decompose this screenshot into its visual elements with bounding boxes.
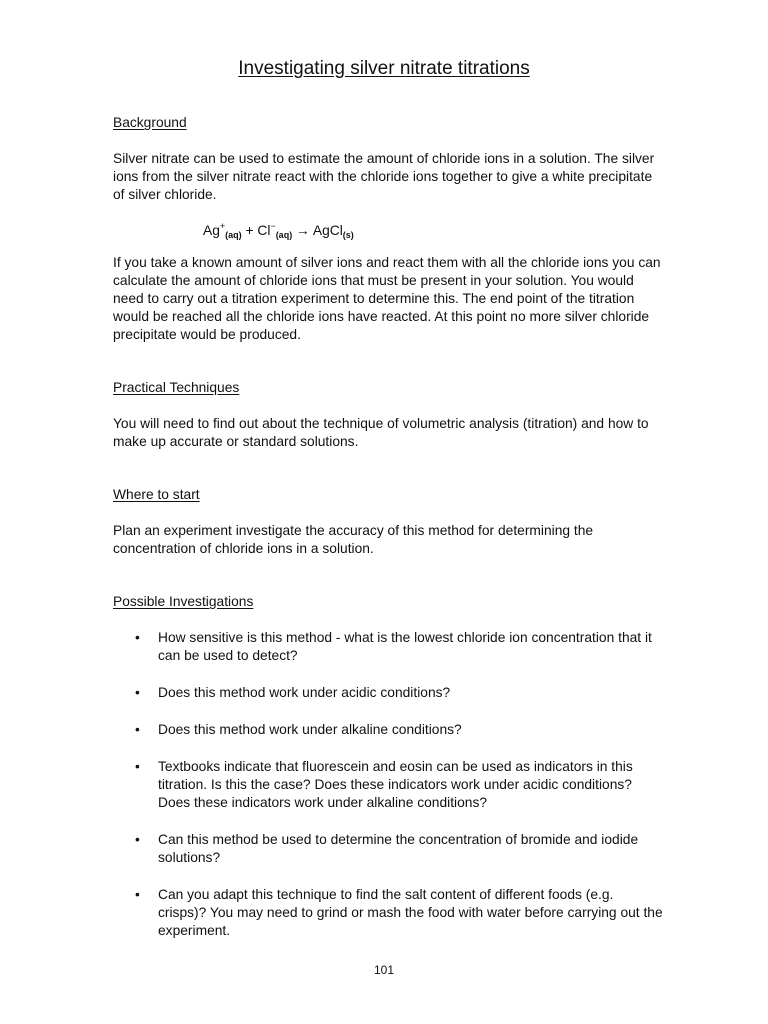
- practical-techniques-heading: Practical Techniques: [113, 380, 240, 395]
- equation-product: AgCl: [312, 223, 343, 238]
- practical-techniques-paragraph: You will need to find out about the technique of volumetric analysis (titration) and how to make up accurate or standard solutions.: [113, 416, 649, 449]
- equation-arrow: →: [292, 223, 313, 238]
- list-item: • Can you adapt this technique to find the salt content of different foods (e.g. crisps)? You may need to grind or mash the food with water before carrying out the experiment.: [113, 886, 663, 940]
- where-to-start-heading: Where to start: [113, 487, 200, 502]
- possible-investigations-heading: Possible Investigations: [113, 594, 254, 609]
- background-paragraph-2: If you take a known amount of silver ions and react them with all the chloride ions you can calculate the amount of chloride ions that must be present in your solution. You would need to carry out a titration experiment to determine this. The end point of the titration would be reached all the chloride ions have reacted. At this point no more silver chloride precipitate would be produced.: [113, 255, 661, 342]
- equation-chloride-ion: Cl: [257, 223, 271, 238]
- equation-silver-charge: +: [219, 221, 226, 231]
- list-item: • How sensitive is this method - what is the lowest chloride ion concentration that it can be used to detect?: [113, 629, 663, 665]
- equation-product-state: (s): [342, 230, 354, 240]
- equation-plus: +: [241, 223, 258, 238]
- list-item: • Does this method work under alkaline conditions?: [113, 721, 663, 739]
- list-item: • Textbooks indicate that fluorescein and eosin can be used as indicators in this titration. Is this the case? Does these indicators work under acidic conditions? Does these indicators work under alkaline conditions?: [113, 758, 663, 812]
- equation-silver-state: (aq): [225, 230, 242, 240]
- list-item: • Does this method work under acidic conditions?: [113, 684, 663, 702]
- investigations-list: [113, 629, 663, 959]
- background-heading: Background: [113, 115, 187, 130]
- equation-chloride-state: (aq): [275, 230, 293, 240]
- background-paragraph-1: Silver nitrate can be used to estimate the amount of chloride ions in a solution. The silver ions from the silver nitrate react with the chloride ions together to give a white precipitate of silver chloride.: [113, 151, 655, 202]
- list-item: • Can this method be used to determine the concentration of bromide and iodide solutions?: [113, 831, 663, 867]
- page-title: Investigating silver nitrate titrations: [238, 58, 530, 79]
- where-to-start-paragraph: Plan an experiment investigate the accuracy of this method for determining the concentration of chloride ions in a solution.: [113, 523, 594, 556]
- page-number: 101: [373, 963, 395, 977]
- chemical-equation: [203, 222, 354, 240]
- equation-chloride-charge: −: [270, 221, 276, 231]
- equation-silver-ion: Ag: [203, 223, 220, 238]
